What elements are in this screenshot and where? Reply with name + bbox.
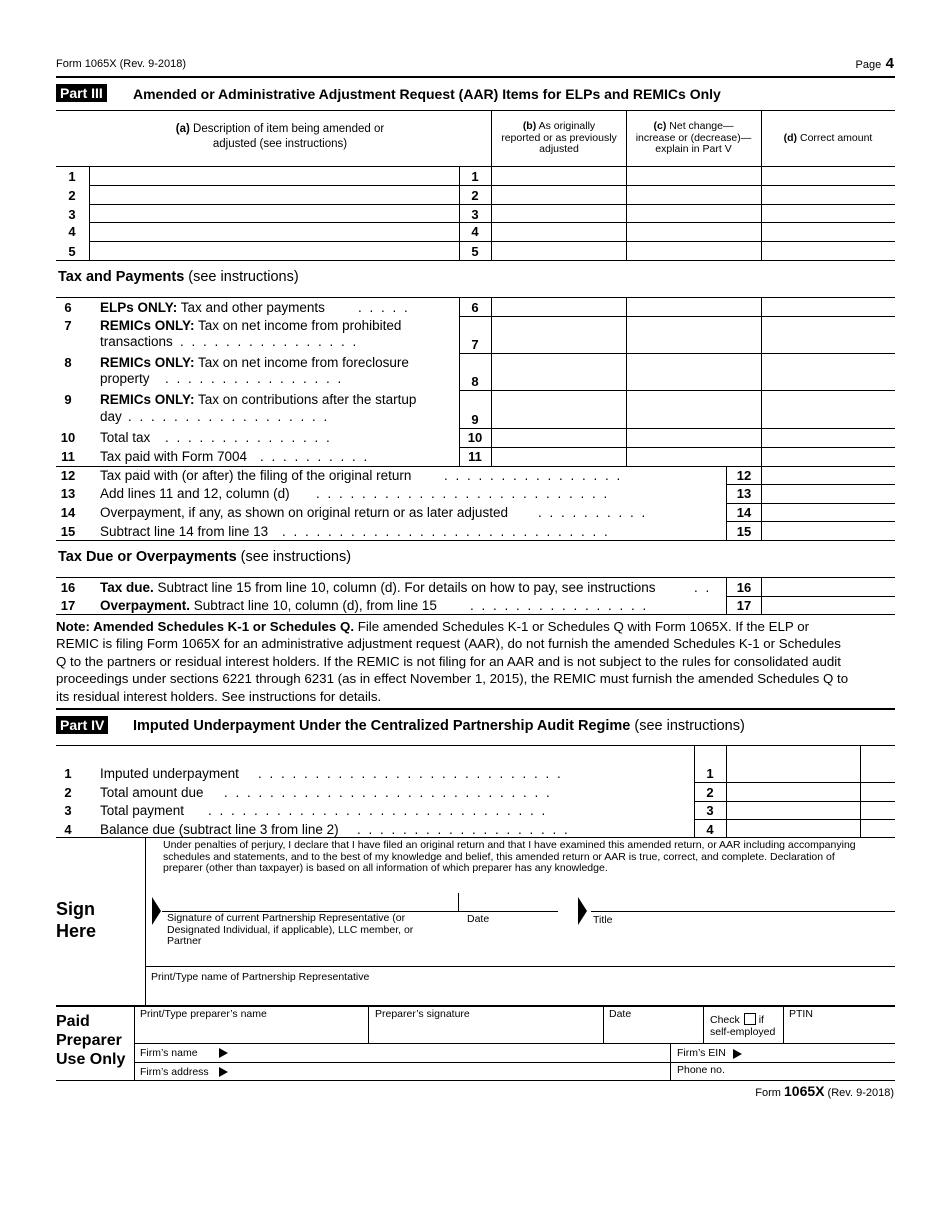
line9-label-cont: day: [100, 409, 122, 424]
part3-line-box: 5: [471, 244, 479, 259]
line13-number: 13: [60, 486, 76, 501]
line1-col-c-input[interactable]: [627, 167, 760, 184]
line9-dots: . . . . . . . . . . . . . . . . . .: [128, 409, 330, 424]
line17-label: Overpayment. Subtract line 10, column (d), from line 15: [100, 598, 437, 613]
line6-dots: . . . . .: [358, 300, 410, 315]
line12-box-number: 12: [736, 468, 752, 483]
line9-number: 9: [64, 392, 72, 407]
part4-line3-label: Total payment: [100, 803, 185, 818]
line16-amount-input[interactable]: [762, 578, 894, 595]
line8-dots: . . . . . . . . . . . . . . . .: [165, 371, 344, 386]
schedules-note: Note: Amended Schedules K-1 or Schedules Q. File amended Schedules K-1 or Schedules Q with Form 1065X. If the ELP or REMIC is filing Form 1065X for an administrative adjustment request (AAR), do not furnish the amended Schedules K-1 or Schedules Q to the partners or residual interest holders. If the REMIC is not filing for an AAR and is not subject to the rules for consolidated audit proceedings under sections 6221 through 6231 (as in effect November 1, 2015), the REMIC must furnish the amended Schedules Q to its residual interest holders. See instructions for details.: [56, 619, 849, 704]
line1-col-b-input[interactable]: [492, 167, 625, 184]
line4-col-d-input[interactable]: [762, 223, 894, 240]
imputed-underpayment-cents-input[interactable]: [861, 764, 894, 781]
signature-label: Signature of current Partnership Representative (or Designated Individual, if applicable), LLC member, or Partner: [167, 912, 414, 947]
line4-col-c-input[interactable]: [627, 223, 760, 240]
line11-number: 11: [61, 449, 75, 464]
col-c-header: (c) Net change— increase or (decrease)— explain in Part V: [635, 120, 752, 155]
ptin-label: PTIN: [789, 1008, 813, 1020]
preparer-date-label: Date: [609, 1008, 632, 1020]
tax-payments-heading: Tax and Payments (see instructions): [58, 269, 299, 285]
part4-line1-box: 1: [706, 766, 714, 781]
signature-date-label: Date: [467, 913, 490, 925]
line3-description-input[interactable]: [90, 205, 458, 221]
line2-col-c-input[interactable]: [627, 186, 760, 203]
perjury-declaration: Under penalties of perjury, I declare that I have filed an original return and that I have examined this amended return, or AAR including accompanying schedules and statements, and to the best of my knowledge and belief, this amended return or AAR is true, correct, and complete. Declaration of preparer (other than taxpayer) is based on all information of which preparer has any knowledge.: [163, 839, 856, 874]
total-payment-input[interactable]: [727, 802, 859, 818]
line9-col-c-input[interactable]: [627, 391, 760, 427]
total-payment-cents-input[interactable]: [861, 802, 894, 818]
ptin-input[interactable]: [788, 1023, 894, 1042]
part3-line-box: 1: [471, 169, 479, 184]
line4-col-b-input[interactable]: [492, 223, 625, 240]
footer-form-id: Form 1065X (Rev. 9-2018): [755, 1083, 894, 1099]
line8-box-number: 8: [471, 374, 479, 389]
phone-label: Phone no.: [677, 1064, 725, 1076]
line15-label: Subtract line 14 from line 13: [100, 524, 269, 539]
line14-dots: . . . . . . . . . .: [538, 505, 648, 520]
title-label: Title: [593, 914, 613, 926]
line10-col-d-input[interactable]: [762, 429, 894, 446]
line8-col-d-input[interactable]: [762, 354, 894, 389]
firm-ein-input[interactable]: [745, 1044, 894, 1061]
part4-line2-label: Total amount due: [100, 785, 204, 800]
part3-row-num: 5: [68, 244, 76, 259]
line1-description-input[interactable]: [90, 167, 458, 184]
part3-row-num: 2: [68, 188, 76, 203]
line10-dots: . . . . . . . . . . . . . . .: [165, 430, 332, 445]
line11-col-b-input[interactable]: [492, 448, 625, 465]
part4-line4-label: Balance due (subtract line 3 from line 2): [100, 822, 339, 837]
sign-here-label: Sign Here: [56, 899, 97, 941]
part4-line3-dots: . . . . . . . . . . . . . . . . . . . . . . . . . . . . . .: [208, 803, 548, 818]
line6-col-b-input[interactable]: [492, 298, 625, 315]
line15-dots: . . . . . . . . . . . . . . . . . . . . . . . . . . . . .: [282, 524, 610, 539]
line17-box-number: 17: [736, 598, 752, 613]
line5-col-d-input[interactable]: [762, 242, 894, 259]
part4-line1-dots: . . . . . . . . . . . . . . . . . . . . . . . . . . .: [258, 766, 563, 781]
line4-description-input[interactable]: [90, 223, 458, 240]
line5-col-c-input[interactable]: [627, 242, 760, 259]
signature-arrow-icon: [150, 897, 162, 925]
line7-box-number: 7: [471, 337, 479, 352]
part4-line2-box: 2: [706, 785, 714, 800]
preparer-name-label: Print/Type preparer’s name: [140, 1008, 267, 1020]
firm-ein-arrow-icon: [733, 1049, 742, 1059]
line8-label-cont: property: [100, 371, 150, 386]
part4-tag: Part IV: [56, 716, 108, 734]
signature-field[interactable]: [165, 893, 455, 910]
line10-col-c-input[interactable]: [627, 429, 760, 446]
line10-number: 10: [60, 430, 76, 445]
line6-box-number: 6: [471, 300, 479, 315]
line13-dots: . . . . . . . . . . . . . . . . . . . . . . . . . .: [316, 486, 610, 501]
part4-line4-number: 4: [64, 822, 72, 837]
line8-col-c-input[interactable]: [627, 354, 760, 389]
line12-label: Tax paid with (or after) the filing of the original return: [100, 468, 412, 483]
line11-col-c-input[interactable]: [627, 448, 760, 465]
balance-due-input[interactable]: [727, 820, 859, 836]
firm-address-input[interactable]: [232, 1063, 668, 1079]
line8-col-b-input[interactable]: [492, 354, 625, 389]
firm-name-arrow-icon: [219, 1048, 228, 1058]
part3-line-box: 3: [471, 207, 479, 222]
line7-label: REMICs ONLY: Tax on net income from prohibited: [100, 318, 402, 333]
part4-line4-dots: . . . . . . . . . . . . . . . . . . .: [357, 822, 570, 837]
line7-dots: . . . . . . . . . . . . . . . .: [180, 334, 359, 349]
line15-number: 15: [60, 524, 76, 539]
part4-line2-number: 2: [64, 785, 72, 800]
line14-amount-input[interactable]: [762, 504, 894, 520]
phone-input[interactable]: [730, 1063, 894, 1079]
line12-number: 12: [60, 468, 76, 483]
line3-col-c-input[interactable]: [627, 205, 760, 221]
line7-col-b-input[interactable]: [492, 317, 625, 352]
line2-col-b-input[interactable]: [492, 186, 625, 203]
signature-date-field[interactable]: [460, 893, 556, 910]
paid-preparer-label: Paid Preparer Use Only: [56, 1013, 126, 1068]
line5-description-input[interactable]: [90, 242, 458, 259]
line8-label: REMICs ONLY: Tax on net income from foreclosure: [100, 355, 409, 370]
part3-line-box: 2: [471, 188, 479, 203]
firm-name-input[interactable]: [232, 1044, 668, 1061]
line11-col-d-input[interactable]: [762, 448, 894, 465]
col-a-header: (a) Description of item being amended or adjusted (see instructions): [175, 123, 385, 150]
line17-amount-input[interactable]: [762, 597, 894, 613]
part3-tag: Part III: [56, 84, 107, 102]
part3-row-num: 1: [68, 169, 76, 184]
part3-row-num: 3: [68, 207, 76, 222]
line15-box-number: 15: [736, 524, 752, 539]
part4-line3-number: 3: [64, 803, 72, 818]
page-indicator: [856, 55, 895, 73]
line7-col-d-input[interactable]: [762, 317, 894, 352]
total-amount-due-input[interactable]: [727, 783, 859, 800]
line11-label: Tax paid with Form 7004: [100, 449, 248, 464]
preparer-signature-input[interactable]: [373, 1023, 602, 1042]
line17-dots: . . . . . . . . . . . . . . . .: [470, 598, 649, 613]
line13-amount-input[interactable]: [762, 485, 894, 502]
line1-col-d-input[interactable]: [762, 167, 894, 184]
part3-title: Amended or Administrative Adjustment Request (AAR) Items for ELPs and REMICs Only: [133, 86, 721, 102]
line6-number: 6: [64, 300, 72, 315]
part4-line1-label: Imputed underpayment: [100, 766, 239, 781]
line9-box-number: 9: [471, 412, 479, 427]
firm-address-label: Firm’s address: [140, 1066, 209, 1078]
preparer-signature-label: Preparer’s signature: [375, 1008, 470, 1020]
line7-col-c-input[interactable]: [627, 317, 760, 352]
line14-box-number: 14: [736, 505, 752, 520]
line13-box-number: 13: [736, 486, 752, 501]
preparer-date-input[interactable]: [608, 1023, 702, 1042]
line17-number: 17: [60, 598, 76, 613]
self-employed-label: Check if self-employed: [710, 1014, 776, 1038]
title-arrow-icon: [576, 897, 588, 925]
print-name-field[interactable]: [150, 985, 894, 1003]
line13-label: Add lines 11 and 12, column (d): [100, 486, 290, 501]
line3-col-d-input[interactable]: [762, 205, 894, 221]
line16-label: Tax due. Subtract line 15 from line 10, column (d). For details on how to pay, see instructions: [100, 580, 656, 595]
col-b-header: (b) As originally reported or as previously adjusted: [501, 120, 617, 155]
line16-dots: . .: [694, 580, 712, 595]
part3-row-num: 4: [68, 224, 76, 239]
part4-title: Imputed Underpayment Under the Centralized Partnership Audit Regime (see instructions): [133, 718, 745, 734]
balance-due-cents-input[interactable]: [861, 820, 894, 836]
line6-col-c-input[interactable]: [627, 298, 760, 315]
page-label: Page: [855, 59, 882, 71]
part4-line2-dots: . . . . . . . . . . . . . . . . . . . . . . . . . . . . .: [224, 785, 552, 800]
line6-col-d-input[interactable]: [762, 298, 894, 315]
imputed-underpayment-input[interactable]: [727, 764, 859, 781]
part4-line3-box: 3: [706, 803, 714, 818]
line7-number: 7: [64, 318, 72, 333]
line14-label: Overpayment, if any, as shown on original return or as later adjusted: [100, 505, 508, 520]
firm-name-label: Firm’s name: [140, 1047, 198, 1059]
total-amount-due-cents-input[interactable]: [861, 783, 894, 800]
line5-col-b-input[interactable]: [492, 242, 625, 259]
part4-line4-box: 4: [706, 822, 714, 837]
line3-col-b-input[interactable]: [492, 205, 625, 221]
line9-col-d-input[interactable]: [762, 391, 894, 427]
line7-label-cont: transactions: [100, 334, 173, 349]
self-employed-checkbox[interactable]: [744, 1013, 756, 1025]
preparer-name-input[interactable]: [139, 1023, 367, 1042]
line6-label: ELPs ONLY: Tax and other payments: [100, 300, 325, 315]
title-field[interactable]: [594, 893, 892, 910]
line9-label: REMICs ONLY: Tax on contributions after the startup: [100, 392, 417, 407]
line2-description-input[interactable]: [90, 186, 458, 203]
line2-col-d-input[interactable]: [762, 186, 894, 203]
line10-box-number: 10: [467, 430, 483, 445]
print-name-label: Print/Type name of Partnership Representative: [151, 971, 370, 983]
line9-col-b-input[interactable]: [492, 391, 625, 427]
firm-address-arrow-icon: [219, 1067, 228, 1077]
line10-label: Total tax: [100, 430, 151, 445]
form-id: Form 1065X (Rev. 9-2018): [56, 58, 187, 70]
line12-dots: . . . . . . . . . . . . . . . .: [444, 468, 623, 483]
line11-dots: . . . . . . . . . .: [260, 449, 370, 464]
line11-box-number: 11: [468, 449, 482, 464]
tax-due-heading: Tax Due or Overpayments (see instructions): [58, 549, 352, 565]
part3-line-box: 4: [471, 224, 479, 239]
firm-ein-label: Firm’s EIN: [677, 1047, 726, 1059]
line8-number: 8: [64, 355, 72, 370]
part4-line1-number: 1: [64, 766, 72, 781]
line12-amount-input[interactable]: [762, 467, 894, 484]
line16-box-number: 16: [736, 580, 752, 595]
line16-number: 16: [60, 580, 76, 595]
line14-number: 14: [60, 505, 76, 520]
page-number: 4: [885, 55, 894, 72]
col-d-header: (d) Correct amount: [783, 132, 873, 144]
line15-amount-input[interactable]: [762, 522, 894, 539]
line10-col-b-input[interactable]: [492, 429, 625, 446]
